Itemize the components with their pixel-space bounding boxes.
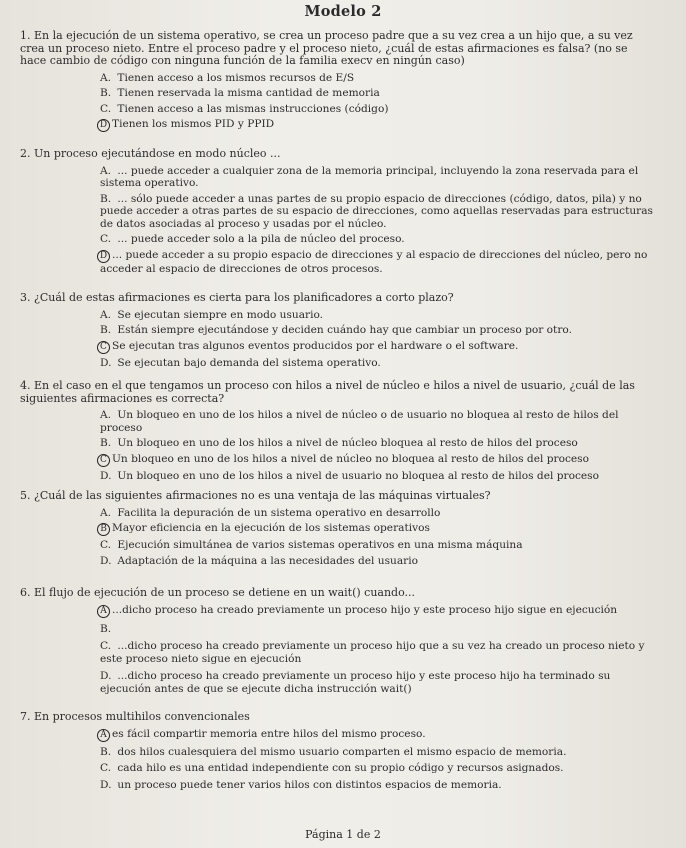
circled-answer-mark: C [97, 341, 110, 354]
option-a[interactable]: A ...dicho proceso ha creado previamente un proceso hijo y este proceso hijo sigue en ejecución [100, 604, 656, 618]
option-b[interactable]: B. Un bloqueo en uno de los hilos a nivel de núcleo bloquea al resto de hilos del proceso [100, 437, 578, 449]
option-a[interactable]: A. Se ejecutan siempre en modo usuario. [100, 308, 324, 321]
option-c[interactable]: C. Ejecución simultánea de varios sistemas operativos en una misma máquina [100, 539, 523, 551]
option-c[interactable]: C. Tienen acceso a las mismas instrucciones (código) [100, 102, 389, 115]
option-b[interactable]: B. dos hilos cualesquiera del mismo usuario comparten el mismo espacio de memoria. [100, 745, 567, 758]
option-d[interactable]: D. Un bloqueo en uno de los hilos a nivel de usuario no bloquea al resto de hilos del proceso [100, 469, 599, 482]
question-stem: 5. ¿Cuál de las siguientes afirmaciones no es una ventaja de las máquinas virtuales? [20, 489, 491, 502]
option-a[interactable]: A. Tienen acceso a los mismos recursos de E/S [100, 71, 355, 84]
question-stem: 7. En procesos multihilos convencionales [20, 710, 250, 723]
option-a[interactable]: A. Facilita la depuración de un sistema operativo en desarrollo [100, 506, 441, 519]
option-c[interactable]: C. ...dicho proceso ha creado previamente un proceso hijo que a su vez ha creado un proceso nieto y este proceso nieto sigue en ejecución [100, 640, 645, 665]
option-a[interactable]: A. Un bloqueo en uno de los hilos a nivel de núcleo o de usuario no bloquea al resto de hilos del proceso [100, 409, 619, 434]
page-footer: Página 1 de 2 [305, 828, 381, 841]
option-d[interactable]: D. un proceso puede tener varios hilos con distintos espacios de memoria. [100, 778, 502, 791]
option-d[interactable]: D. Se ejecutan bajo demanda del sistema operativo. [100, 356, 381, 369]
question-1 [0, 30, 686, 132]
question-6 [0, 587, 686, 695]
question-stem: 3. ¿Cuál de estas afirmaciones es cierta para los planificadores a corto plazo? [20, 291, 454, 304]
option-d[interactable]: D ... puede acceder a su propio espacio de direcciones y al espacio de direcciones del núcleo, pero no acceder al espacio de direcciones de otros procesos. [100, 249, 656, 276]
page-title: Modelo 2 [304, 3, 382, 20]
option-b[interactable]: B Mayor eficiencia en la ejecución de los sistemas operativos [100, 522, 656, 536]
option-b[interactable]: B. [100, 622, 112, 635]
circled-answer-mark: B [97, 523, 110, 536]
option-b[interactable]: B. Están siempre ejecutándose y deciden cuándo hay que cambiar un proceso por otro. [100, 324, 572, 336]
option-d[interactable]: D. ...dicho proceso ha creado previamente un proceso hijo y este proceso hijo ha terminado su ejecución antes de que se ejecute dicha instrucción wait() [100, 670, 611, 695]
question-stem: 2. Un proceso ejecutándose en modo núcleo ... [20, 147, 281, 160]
option-a[interactable]: A es fácil compartir memoria entre hilos del mismo proceso. [100, 728, 656, 742]
option-b[interactable]: B. ... sólo puede acceder a unas partes de su propio espacio de direcciones (código, datos, pila) y no puede acceder a otras partes de su espacio de direcciones, como aquellas reservadas para estructuras de datos asociadas al proceso y usadas por el núcleo. [100, 192, 653, 230]
circled-answer-mark: D [97, 250, 110, 263]
question-7 [0, 711, 686, 791]
option-c[interactable]: C. cada hilo es una entidad independiente con su propio código y recursos asignados. [100, 762, 564, 774]
question-stem: 1. En la ejecución de un sistema operativo, se crea un proceso padre que a su vez crea a un hijo que, a su vez crea un proceso nieto. Entre el proceso padre y el proceso nieto, ¿cuál de estas afirmaciones es falsa? (no se hace cambio de código con ninguna función de la familia execv en ningún caso) [20, 29, 633, 67]
question-stem: 6. El flujo de ejecución de un proceso se detiene en un wait() cuando... [20, 586, 416, 599]
circled-answer-mark: A [97, 729, 110, 742]
circled-answer-mark: D [97, 119, 110, 132]
question-stem: 4. En el caso en el que tengamos un proceso con hilos a nivel de núcleo e hilos a nivel de usuario, ¿cuál de las siguientes afirmaciones es correcta? [20, 379, 635, 405]
option-a[interactable]: A. ... puede acceder a cualquier zona de la memoria principal, incluyendo la zona reservada para el sistema operativo. [100, 164, 639, 189]
question-5 [0, 490, 686, 567]
option-c[interactable]: C Un bloqueo en uno de los hilos a nivel de núcleo no bloquea al resto de hilos del proceso [100, 453, 656, 467]
option-d[interactable]: D Tienen los mismos PID y PPID [100, 118, 656, 132]
option-b[interactable]: B. Tienen reservada la misma cantidad de memoria [100, 87, 380, 99]
option-d[interactable]: D. Adaptación de la máquina a las necesidades del usuario [100, 554, 419, 567]
option-c[interactable]: C. ... puede acceder solo a la pila de núcleo del proceso. [100, 233, 405, 245]
circled-answer-mark: A [97, 605, 110, 618]
question-3 [0, 292, 686, 369]
option-c[interactable]: C Se ejecutan tras algunos eventos producidos por el hardware o el software. [100, 340, 656, 354]
question-4 [0, 380, 686, 482]
question-2 [0, 148, 686, 275]
circled-answer-mark: C [97, 454, 110, 467]
